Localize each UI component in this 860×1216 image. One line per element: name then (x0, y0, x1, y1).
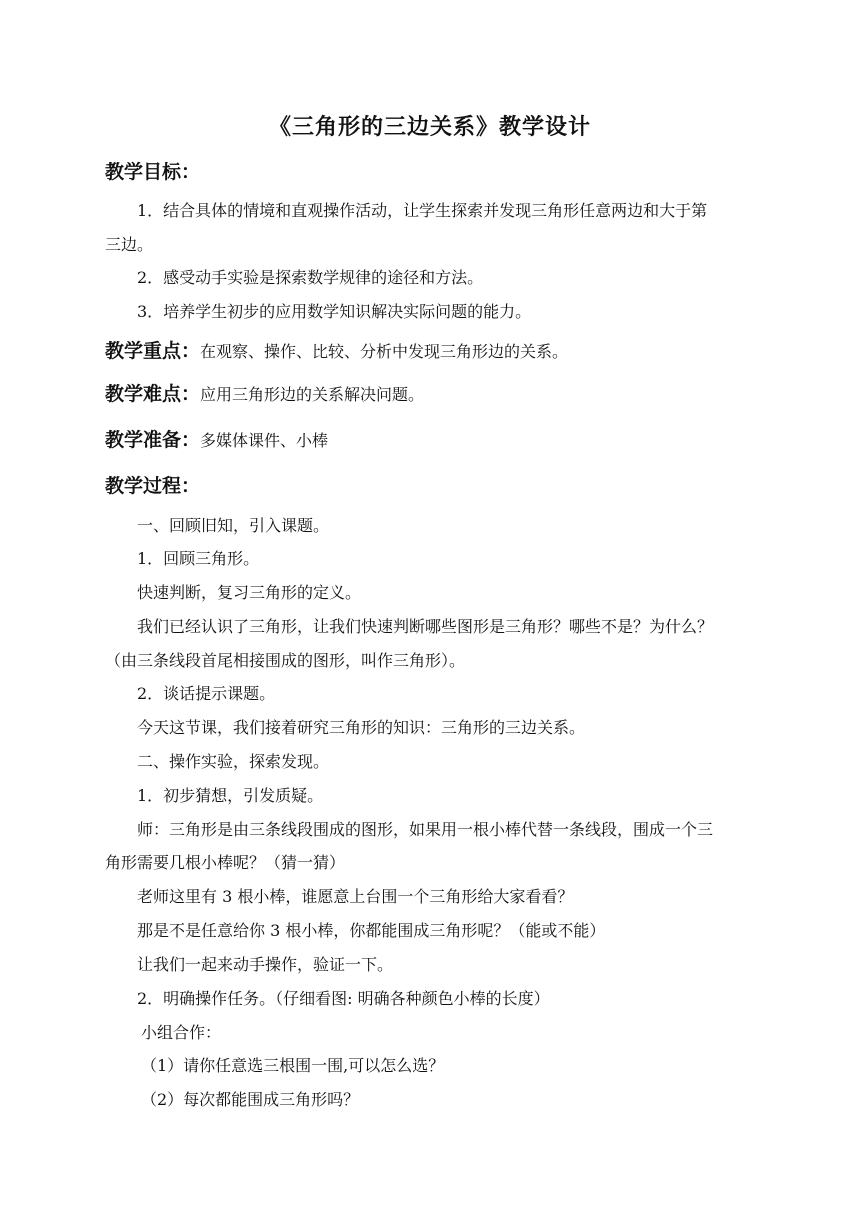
preparation-text: 多媒体课件、小棒 (200, 431, 329, 450)
objective-2: 2．感受动手实验是探索数学规律的途径和方法。 (137, 268, 484, 287)
key-point-line (105, 341, 765, 362)
preparation-line (105, 430, 765, 451)
difficulty-line (105, 384, 765, 405)
process-line: 1．回顾三角形。 (137, 549, 260, 568)
process-line: 小组合作： (141, 1023, 222, 1042)
process-line: 二、操作实验，探索发现。 (137, 752, 330, 771)
process-line: （2）每次都能围成三角形吗？ (141, 1090, 360, 1109)
process-line: 那是不是任意给你 3 根小棒，你都能围成三角形呢？（能或不能） (137, 921, 606, 940)
process-line: 今天这节课，我们接着研究三角形的知识：三角形的三边关系。 (137, 718, 586, 737)
difficulty-text: 应用三角形边的关系解决问题。 (200, 385, 425, 404)
key-point-heading: 教学重点： (105, 340, 201, 362)
objectives-heading: 教学目标： (105, 161, 201, 183)
process-line: 2．谈话提示课题。 (137, 684, 276, 703)
process-line: 一、回顾旧知，引入课题。 (137, 516, 330, 535)
process-line: 2．明确操作任务。（仔细看图: 明确各种颜色小棒的长度） (137, 989, 550, 1008)
document-title: 《三角形的三边关系》教学设计 (268, 115, 591, 140)
process-line: 1．初步猜想，引发质疑。 (137, 786, 324, 805)
process-line: 快速判断，复习三角形的定义。 (137, 583, 362, 602)
objective-1-line-1: 1．结合具体的情境和直观操作活动，让学生探索并发现三角形任意两边和大于第 (137, 201, 708, 220)
process-line: 师：三角形是由三条线段围成的图形，如果用一根小棒代替一条线段，围成一个三 (137, 820, 714, 839)
key-point-text: 在观察、操作、比较、分析中发现三角形边的关系。 (200, 342, 569, 361)
process-line: 角形需要几根小棒呢？（猜一猜） (105, 853, 346, 872)
preparation-heading: 教学准备： (105, 429, 201, 451)
objective-1-line-2: 三边。 (105, 235, 154, 254)
difficulty-heading: 教学难点： (105, 383, 201, 405)
process-line: （由三条线段首尾相接围成的图形，叫作三角形）。 (105, 651, 466, 670)
process-line: 老师这里有 3 根小棒，谁愿意上台围一个三角形给大家看看？ (137, 887, 574, 906)
process-heading: 教学过程： (105, 475, 201, 497)
process-line: （1）请你任意选三根围一围,可以怎么选？ (141, 1056, 445, 1075)
process-line: 让我们一起来动手操作，验证一下。 (137, 955, 394, 974)
process-line: 我们已经认识了三角形，让我们快速判断哪些图形是三角形？哪些不是？为什么？ (137, 617, 714, 636)
objective-3: 3．培养学生初步的应用数学知识解决实际问题的能力。 (137, 302, 532, 321)
